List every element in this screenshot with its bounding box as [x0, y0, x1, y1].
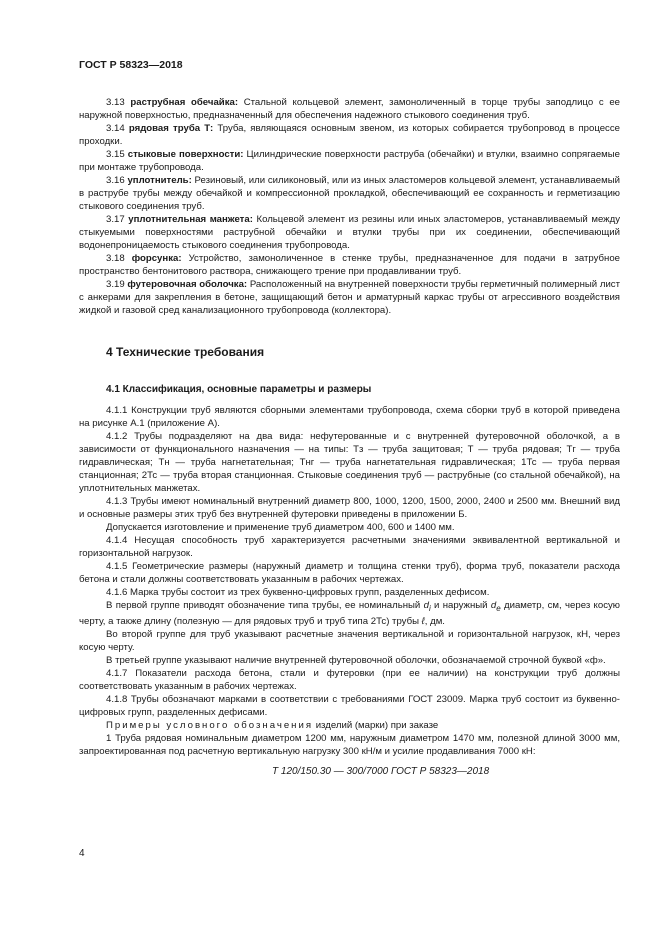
definition-3-14: 3.14 рядовая труба Т: Труба, являющаяся основным звеном, из которых собирается трубопровод в процессе проходки. [79, 123, 620, 147]
paragraph-4-1-3: 4.1.3 Трубы имеют номинальный внутренний диаметр 800, 1000, 1200, 1500, 2000, 2400 и 2500 мм. Внешний вид и основные размеры этих труб без внутренней футеровки приведены в приложении Б. [79, 496, 620, 520]
definition-3-16: 3.16 уплотнитель: Резиновый, или силиконовый, или из иных эластомеров кольцевой элемент, устанавливаемый в раструбе трубы между обечайкой и компрессионной прокладкой, обеспечивающий ее сохранность и герметизацию стыкового соединения труб. [79, 175, 620, 212]
paragraph-diameters-allowed: Допускается изготовление и применение труб диаметром 400, 600 и 1400 мм. [106, 522, 455, 533]
paragraph-4-1-7: 4.1.7 Показатели расхода бетона, стали и футеровки (при ее наличии) на конструкции труб должны соответствовать указанным в рабочих чертежах. [79, 667, 620, 692]
examples-heading: Примеры условного обозначения изделий (марки) при заказе [106, 719, 439, 731]
paragraph-first-group: В первой группе приводят обозначение типа трубы, ее номинальный $d_i$ и наружный $d_e$ диаметр, см, через косую черту, а также длину (полезную — для рядовых труб и труб типа 2Тс) трубы ℓ, дм. [79, 600, 620, 627]
paragraph-third-group: В третьей группе указывают наличие внутренней футеровочной оболочки, обозначаемой строчной буквой «ф». [106, 654, 606, 666]
paragraph-4-1-6: 4.1.6 Марка трубы состоит из трех буквенно-цифровых групп, разделенных дефисом. [106, 587, 490, 598]
definition-3-17: 3.17 уплотнительная манжета: Кольцевой элемент из резины или иных эластомеров, устанавливаемый между стыкуемыми поверхностями раструбной обечайки и втулки трубы при их соединении, обеспечивающий водонепроницаемость стыкового соединения трубопровода. [79, 214, 620, 251]
subsection-title: 4.1 Классификация, основные параметры и размеры [106, 384, 372, 395]
paragraph-second-group: Во второй группе для труб указывают расчетные значения вертикальной и горизонтальной нагрузок, кН, через косую черту. [79, 628, 620, 653]
paragraph-4-1-2: 4.1.2 Трубы подразделяют на два вида: нефутерованные и с внутренней футеровочной оболочкой, а в зависимости от функционального назначения — на типы: Тз — труба защитовая; Т — труба рядовая; Тг — труба гидравлическая; Тн — труба нагнетательная; Тнг — труба нагнетательная гидравлическая; 1Тс — труба первая станционная; 2Тс — труба вторая станционная. Стыковые соединения труб — раструбные (со стальной обечайкой), на уплотнительных манжетах. [79, 431, 620, 494]
definition-3-18: 3.18 форсунка: Устройство, замоноличенное в стенке трубы, предназначенное для подачи в затрубное пространство бентонитового раствора, снижающего трение при продавливании труб. [79, 253, 621, 277]
definition-3-15: 3.15 стыковые поверхности: Цилиндрические поверхности раструба (обечайки) и втулки, взаимно сопрягаемые при монтаже трубопровода. [79, 149, 620, 173]
paragraph-4-1-1: 4.1.1 Конструкции труб являются сборными элементами трубопровода, схема сборки труб в которой приведена на рисунке А.1 (приложение А). [79, 405, 620, 429]
paragraph-4-1-4: 4.1.4 Несущая способность труб характеризуется расчетными значениями эквивалентной вертикальной и горизонтальной нагрузок. [79, 535, 620, 559]
paragraph-4-1-8: 4.1.8 Трубы обозначают марками в соответствии с требованиями ГОСТ 23009. Марка труб состоит из буквенно-цифровых групп, разделенных дефисами. [79, 693, 620, 718]
definition-3-19: 3.19 футеровочная оболочка: Расположенный на внутренней поверхности трубы герметичный полимерный лист с анкерами для закрепления в бетоне, защищающий бетон и арматурный каркас трубы от агрессивного воздействия жидкой и газовой сред канализационного трубопровода (коллектора). [79, 279, 620, 316]
page-number: 4 [79, 848, 85, 859]
paragraph-4-1-5: 4.1.5 Геометрические размеры (наружный диаметр и толщина стенки труб), форма труб, показатели расхода бетона и стали должны соответствовать указанным в рабочих чертежах. [79, 561, 620, 585]
document-header: ГОСТ Р 58323—2018 [79, 59, 183, 71]
definition-3-13: 3.13 раструбная обечайка: Стальной кольцевой элемент, замоноличенный в торце трубы заподлицо с ее наружной поверхностью, предназначенный для обеспечения надежного стыкового соединения труб. [79, 97, 620, 121]
section-title: 4 Технические требования [106, 345, 265, 359]
example-1: 1 Труба рядовая номинальным диаметром 1200 мм, наружным диаметром 1470 мм, полезной длиной 3000 мм, запроектированная под расчетную вертикальную нагрузку 300 кН/м и усилие продавливания 7000 кН: [79, 732, 620, 757]
requirements-block [79, 404, 620, 758]
definitions-block [79, 96, 620, 317]
designation-example: Т 120/150.30 — 300/7000 ГОСТ Р 58323—2018 [272, 766, 490, 777]
